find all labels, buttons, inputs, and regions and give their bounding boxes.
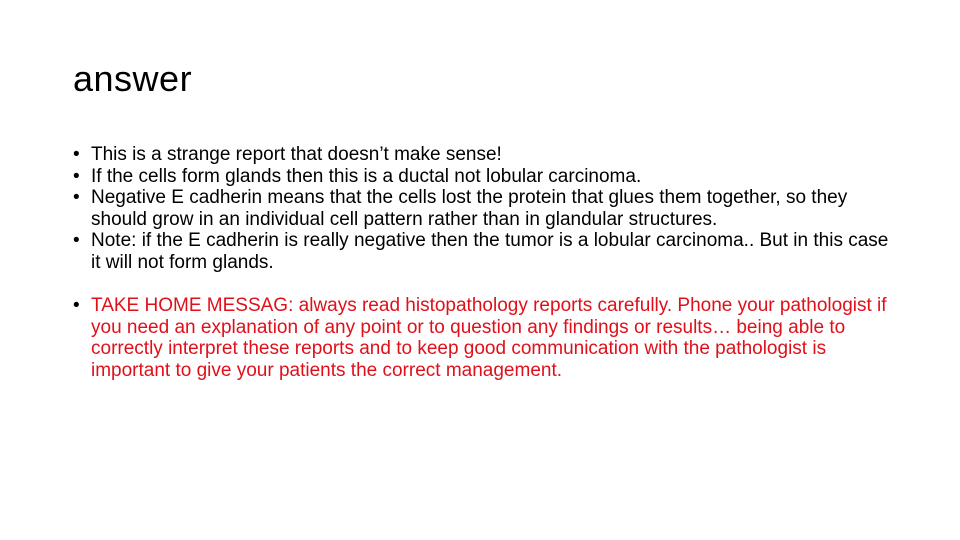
bullet-text: If the cells form glands then this is a ductal not lobular carcinoma.	[91, 165, 642, 187]
bullet-marker: •	[73, 165, 80, 187]
bullet-text: This is a strange report that doesn’t make sense!	[91, 144, 502, 165]
bullet-marker: •	[73, 230, 80, 251]
slide-title: answer	[73, 58, 193, 99]
bullet-text: Negative E cadherin means that the cells lost the protein that glues them together, so they should grow in an individual cell pattern rather than in glandular structures.	[91, 187, 848, 230]
bullet-item	[73, 166, 893, 188]
bullet-text: Note: if the E cadherin is really negative then the tumor is a lobular carcinoma.. But in this case it will not form glands.	[91, 230, 889, 273]
bullet-text: TAKE HOME MESSAG: always read histopathology reports carefully. Phone your pathologist if you need an explanation of any point or to question any findings or results… being able to correctly interpret these reports and to keep good communication with the pathologist is important to give your patients the correct management.	[91, 295, 887, 381]
bullet-item	[73, 187, 893, 230]
bullet-marker: •	[73, 144, 80, 165]
bullet-marker: •	[73, 187, 80, 208]
bullet-item	[73, 230, 893, 273]
bullet-item	[73, 144, 893, 166]
bullet-list	[73, 144, 893, 381]
take-home-message	[73, 295, 893, 381]
bullet-marker: •	[73, 295, 80, 316]
